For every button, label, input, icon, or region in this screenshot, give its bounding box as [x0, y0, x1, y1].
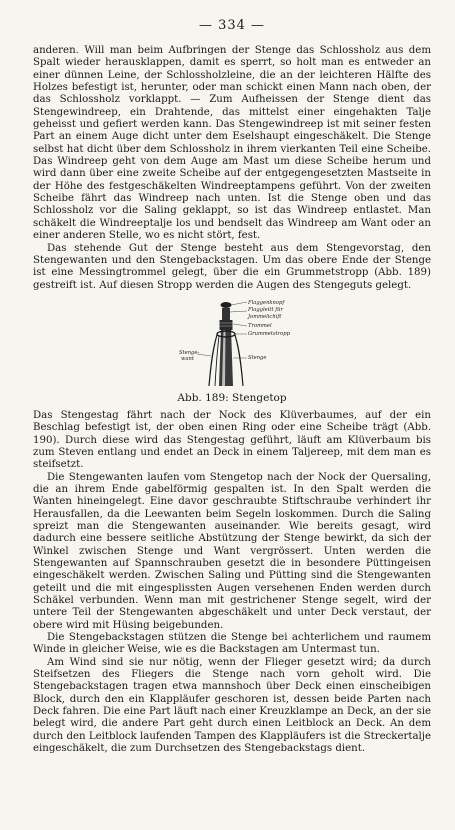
- paragraph-2: Das stehende Gut der Stenge besteht aus dem Stengevorstag, den Stengewanten und den Stengebackstagen. Um das obere Ende der Stenge ist eine Messingtrommel gelegt, über die ein Grummetstropp (Abb. 189) gestreift ist. Auf diesen Stropp werden die Augen des Stengeguts gelegt.: [33, 242, 431, 291]
- figure-stengetop: [33, 298, 431, 404]
- paragraph-5: Die Stengebackstagen stützen die Stenge bei achterlichem und raumem Winde in gleicher Weise, wie es die Backstagen am Untermast tun.: [33, 632, 431, 656]
- label-stenge: Stenge: [248, 354, 267, 361]
- label-stengewant: Stenge-: [179, 349, 200, 356]
- label-trommel: Trommel: [248, 322, 272, 329]
- paragraph-1: anderen. Will man beim Aufbringen der Stenge das Schlossholz aus dem Spalt wieder herausklappen, damit es sperrt, so holt man es entweder an einer dünnen Leine, der Schlossholzleine, die an der leichteren Hälfte des Holzes befestigt ist, herunter, oder man schickt einen Mann nach oben, der das Schlossholz vorklappt. — Zum Aufheissen der Stenge dient das Stengewindreep, ein Drahtende, das mittelst einer eingehakten Talje geheisst und gefiert werden kann. Das Stengewindreep ist mit seiner festen Part an einem Auge dicht unter dem Eselshaupt eingeschäkelt. Die Stenge selbst hat dicht über dem Schlossholz in ihrem vierkanten Teil eine Scheibe. Das Windreep geht von dem Auge am Mast um diese Scheibe herum und wird dann über eine zweite Scheibe auf der entgegengesetzten Mastseite in der Höhe des festgeschäkelten Windreeptampens geführt. Von der zweiten Scheibe fährt das Windreep nach unten. Ist die Stenge oben und das Schlossholz vor die Saling geklappt, so ist das Windreep entlastet. Man schäkelt die Windreeptalje los und bendselt das Windreep am Want oder an einer anderen Stelle, wo es nicht stört, fest.: [33, 45, 431, 242]
- paragraph-3: Das Stengestag fährt nach der Nock des Klüverbaumes, auf der ein Beschlag befestigt ist, der oben einen Ring oder eine Scheibe trägt (Abb. 190). Durch diese wird das Stengestag geführt, läuft am Klüverbaum bis zum Steven entlang und endet an Deck in einem Taljereep, mit dem man es steifsetzt.: [33, 409, 431, 471]
- paragraph-6: Am Wind sind sie nur nötig, wenn der Flieger gesetzt wird; da durch Steifsetzen des Fliegers die Stenge nach vorn geholt wird. Die Stengebackstagen tragen etwa mannshoch über Deck einen einscheibigen Block, durch den ein Klappläufer geschoren ist, dessen beide Parten nach Deck fahren. Die eine Part läuft nach einer Kreuzklampe an Deck, an der sie belegt wird, die andere Part geht durch einen Leitblock an Deck. An dem durch den Leitblock laufenden Tampen des Klappläufers ist die Streckertalje eingeschäkelt, die zum Durchsetzen des Stengebackstags dient.: [33, 656, 431, 755]
- figure-caption: Abb. 189: Stengetop: [177, 391, 287, 404]
- label-flaggleine: Flaggleitt für: [248, 306, 283, 313]
- label-stengewant-2: want: [181, 355, 194, 362]
- page-number: — 334 —: [198, 18, 266, 33]
- label-flaggleine-2: Jommelichift: [248, 313, 282, 320]
- paragraph-4: Die Stengewanten laufen vom Stengetop nach der Nock der Quersaling, die an ihrem Ende gabelförmig gespalten ist. In den Spalt werden die Wanten hineingelegt. Eine davor geschraubte Stiftschraube verhindert ihr Herausfallen, da die Leewanten beim Segeln loskommen. Durch die Saling spreizt man die Stengewanten auseinander. Wie bereits gesagt, wird dadurch eine bessere seitliche Abstützung der Stenge bewirkt, da sich der Winkel zwischen Stenge und Want vergrössert. Unten werden die Stengewanten auf Spannschrauben gesetzt die in besondere Püttingeisen eingeschäkelt werden. Zwischen Saling und Pütting sind die Stengewanten geteilt und die mit eingesplissten Augen versehenen Enden werden durch Schäkel verbunden. Wenn man mit gestrichener Stenge segelt, wird der untere Teil der Stengewanten abgeschäkelt und unter Deck verstaut, der obere wird mit Hüsing beigebunden.: [33, 471, 431, 631]
- label-grummetstropp: Grummetstropp: [248, 330, 290, 337]
- stengetop-illustration: [167, 298, 297, 388]
- label-flaggenknopf: Flaggenknopf: [248, 299, 285, 306]
